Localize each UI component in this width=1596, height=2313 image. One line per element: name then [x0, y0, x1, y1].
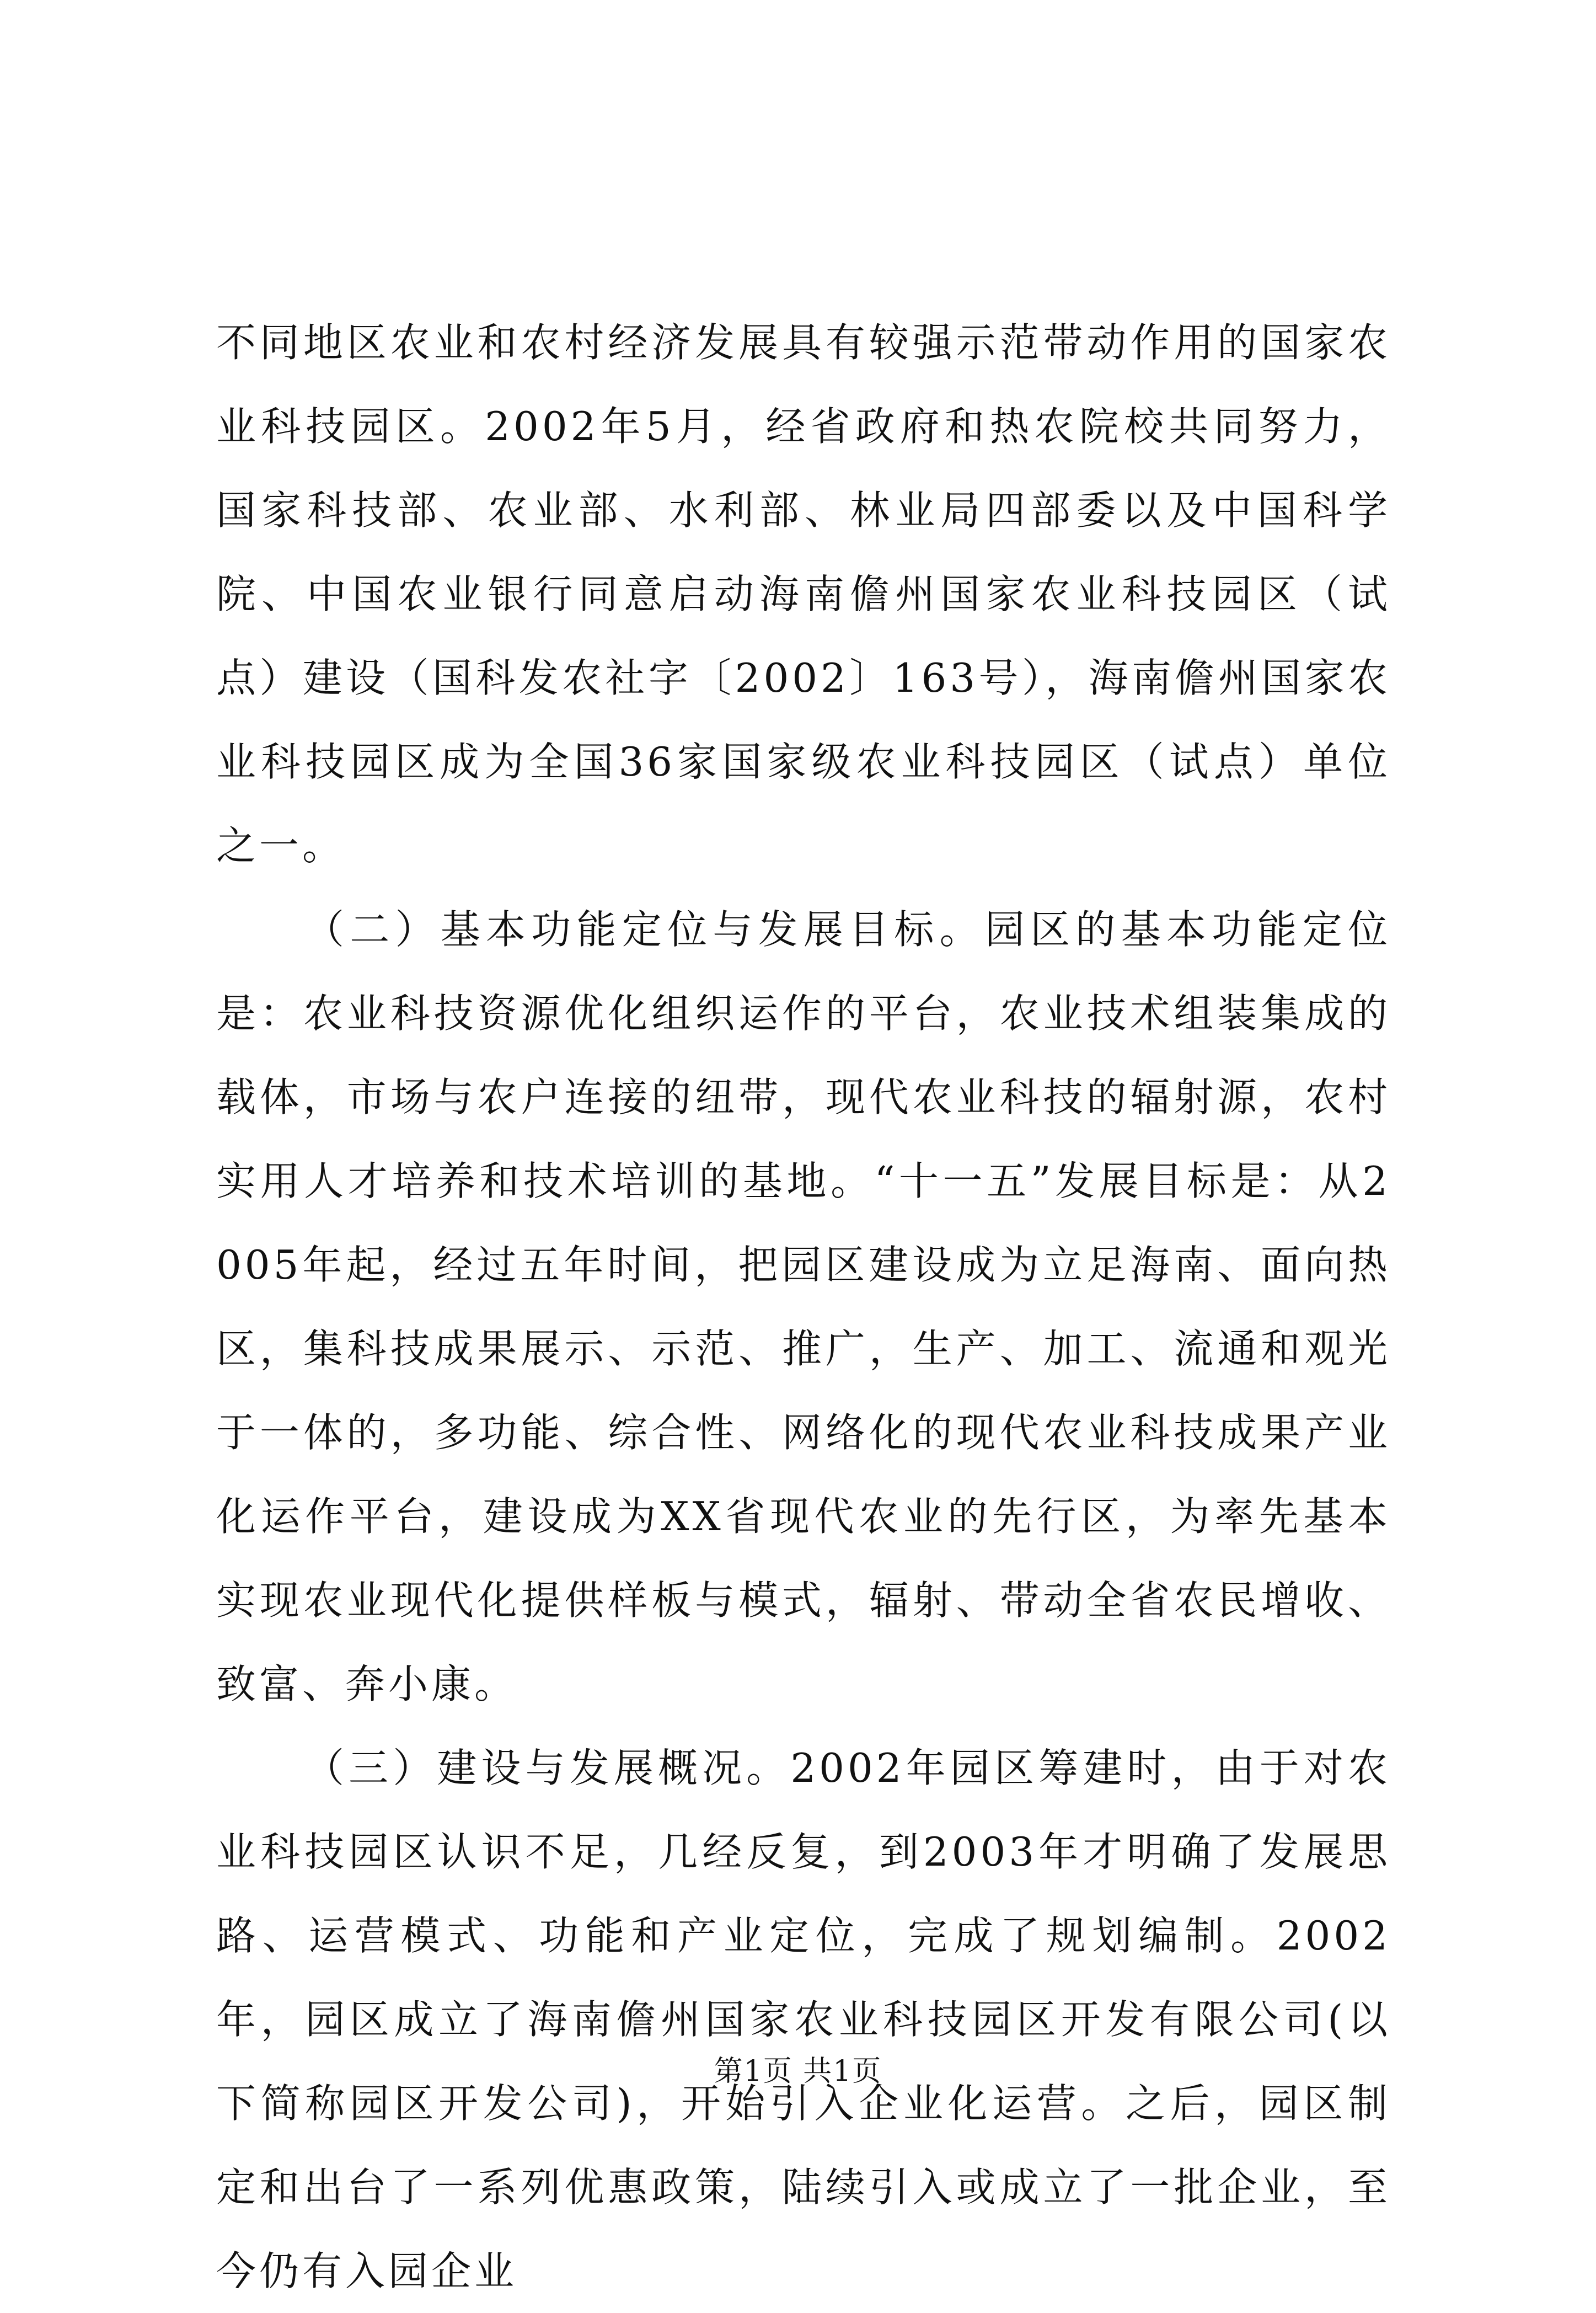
paragraph-2: （二）基本功能定位与发展目标。园区的基本功能定位是：农业科技资源优化组织运作的平台，农业技术组装集成的载体，市场与农户连接的纽带，现代农业科技的辐射源，农村实用人才培养和技术培训的基地。“十一五”发展目标是：从2005年起，经过五年时间，把园区建设成为立足海南、面向热区，集科技成果展示、示范、推广，生产、加工、流通和观光于一体的，多功能、综合性、网络化的现代农业科技成果产业化运作平台，建设成为XX省现代农业的先行区，为率先基本实现农业现代化提供样板与模式，辐射、带动全省农民增收、致富、奔小康。 [216, 906, 1391, 1707]
document-body [216, 301, 1391, 2313]
paragraph-1: 不同地区农业和农村经济发展具有较强示范带动作用的国家农业科技园区。2002年5月，经省政府和热农院校共同努力，国家科技部、农业部、水利部、林业局四部委以及中国科学院、中国农业银行同意启动海南儋州国家农业科技园区（试点）建设（国科发农社字〔2002〕163号），海南儋州国家农业科技园区成为全国36家国家级农业科技园区（试点）单位之一。 [216, 319, 1391, 869]
page-footer: 第1页 共1页 [714, 2055, 882, 2088]
paragraph-3: （三）建设与发展概况。2002年园区筹建时，由于对农业科技园区认识不足，几经反复，到2003年才明确了发展思路、运营模式、功能和产业定位，完成了规划编制。2002年，园区成立了海南儋州国家农业科技园区开发有限公司(以下简称园区开发公司)，开始引入企业化运营。之后，园区制定和出台了一系列优惠政策，陆续引入或成立了一批企业，至今仍有入园企业 [216, 1745, 1391, 2294]
